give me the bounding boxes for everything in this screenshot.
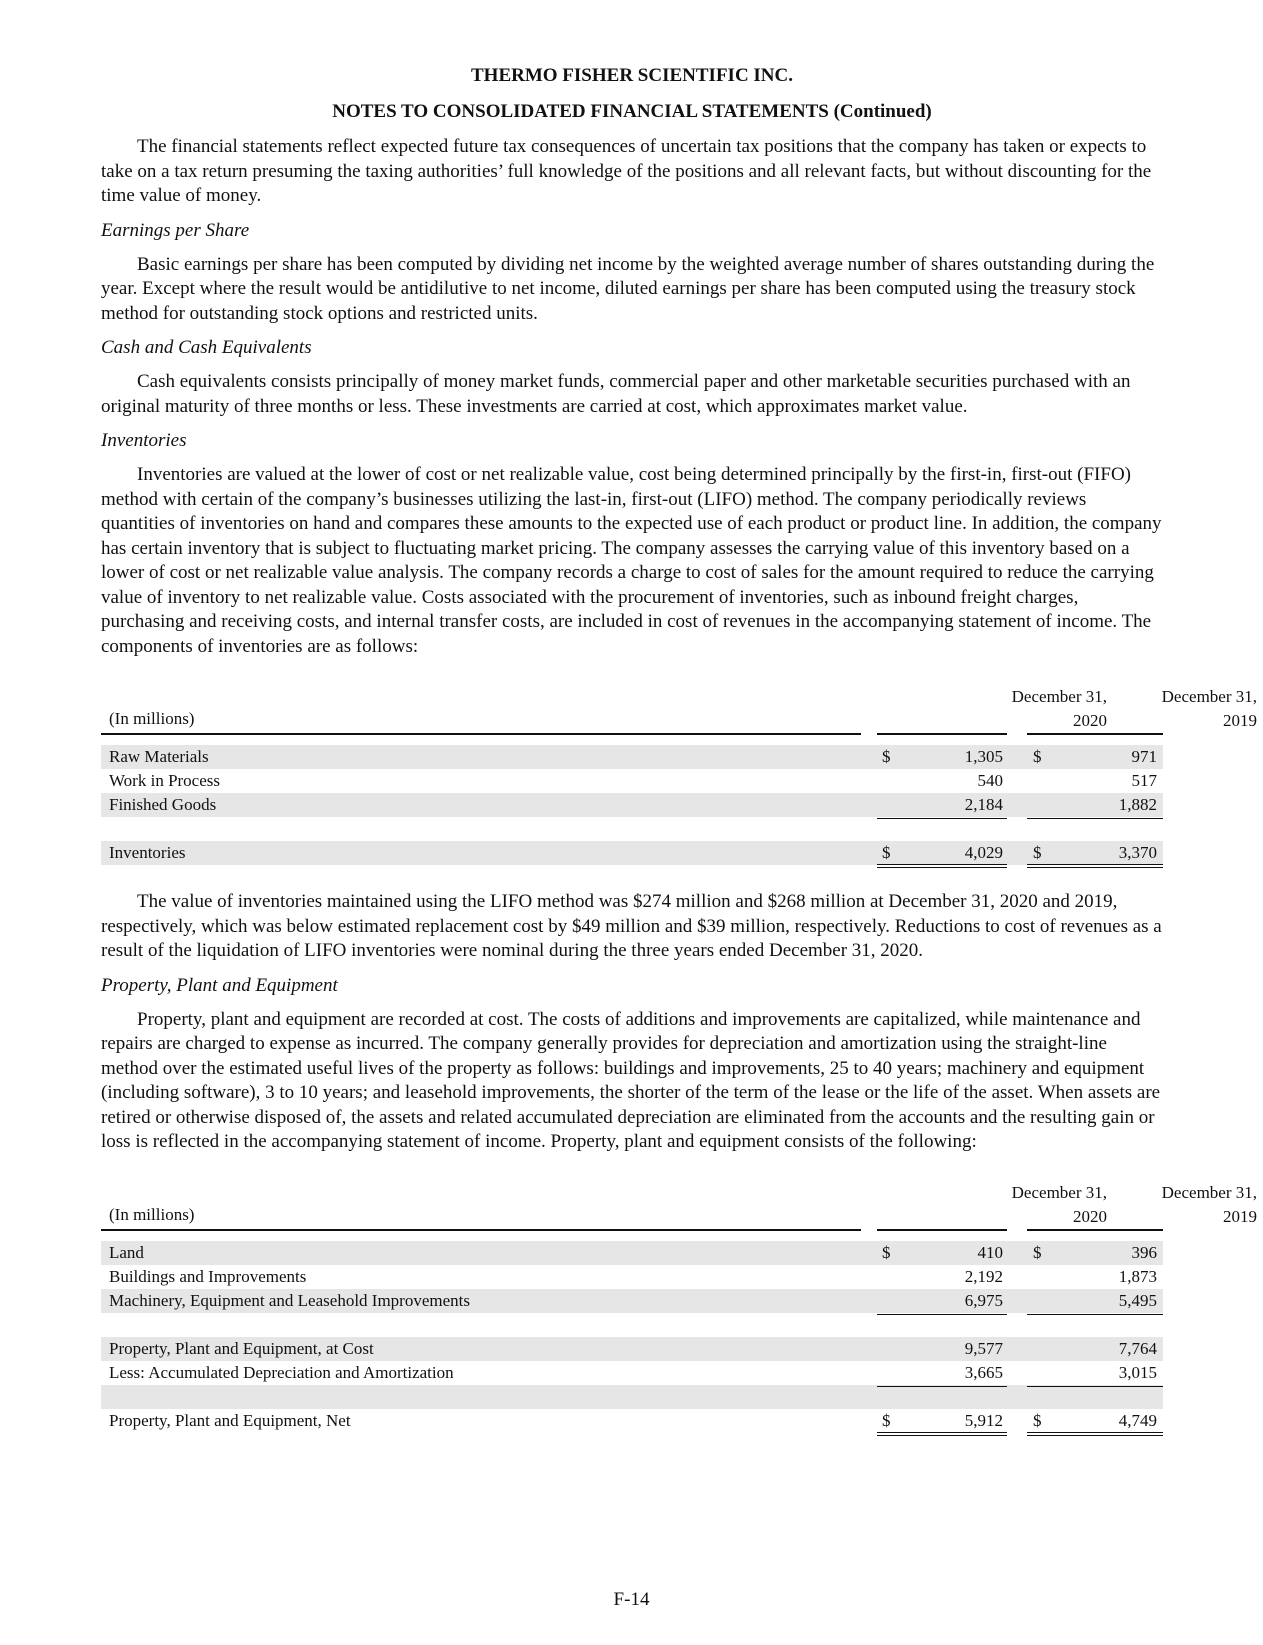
currency-symbol: $ — [1033, 1410, 1042, 1430]
total-double-rule-2019 — [1027, 864, 1163, 868]
subtotal-rule-2019 — [1027, 818, 1163, 819]
header-rule — [101, 733, 861, 735]
subtotal-rule-2020 — [877, 818, 1007, 819]
page-number: F-14 — [613, 1589, 650, 1610]
inventories-heading: Inventories — [101, 430, 187, 451]
notes-title: NOTES TO CONSOLIDATED FINANCIAL STATEMENTS (Continued) — [332, 101, 932, 122]
col-2019-year: 2019 — [1223, 711, 1257, 730]
col-2020-year: 2020 — [1073, 711, 1107, 730]
row-band — [101, 745, 1163, 769]
col-2020-date: December 31, — [1011, 1182, 1107, 1202]
subtotal-2019: 7,764 — [1118, 1338, 1157, 1358]
tax-paragraph: The financial statements reflect expected future tax consequences of uncertain tax positions that the company has taken or expects to take on a tax return presuming the taxing authorities’ full knowledge of the positions and all relevant facts, but without discounting for the time value of money. — [101, 136, 1152, 206]
currency-symbol: $ — [1033, 843, 1042, 862]
currency-symbol: $ — [1033, 747, 1042, 766]
row-band — [101, 793, 1163, 817]
header-rule-2020 — [877, 733, 1007, 735]
total-label: Inventories — [109, 843, 186, 862]
value-2019: 1,882 — [1118, 795, 1157, 814]
eps-heading: Earnings per Share — [101, 219, 250, 241]
net-double-rule-2019 — [1027, 1432, 1163, 1436]
less-label: Less: Accumulated Depreciation and Amortization — [109, 1362, 454, 1382]
net-label: Property, Plant and Equipment, Net — [109, 1410, 351, 1430]
value-2019: 971 — [1131, 747, 1157, 766]
value-2020: 2,192 — [964, 1266, 1003, 1286]
value-2020: 410 — [977, 1242, 1003, 1262]
row-label: Land — [109, 1242, 144, 1262]
col-2019-year: 2019 — [1223, 1206, 1257, 1226]
lifo-paragraph: The value of inventories maintained using the LIFO method was $274 million and $268 million at December 31, 2020 and 2019, respectively, which was below estimated replacement cost by $49 million and $39 million, respectively. Reductions to cost of revenues as a result of the liquidation of LIFO inventories were nominal during the three years ended December 31, 2020. — [101, 891, 1162, 961]
cash-paragraph: Cash equivalents consists principally of money market funds, commercial paper and other marketable securities purchased with an original maturity of three months or less. These investments are carried at cost, which approximates market value. — [101, 371, 1131, 417]
col-2019-heading — [975, 1181, 1257, 1229]
currency-symbol: $ — [882, 1410, 891, 1430]
value-2020: 6,975 — [964, 1290, 1003, 1310]
value-2019: 5,495 — [1118, 1290, 1157, 1310]
unit-label: (In millions) — [109, 709, 195, 728]
value-2019: 517 — [1131, 771, 1157, 790]
less-2019: 3,015 — [1118, 1362, 1157, 1382]
document-page — [101, 0, 1257, 1449]
cash-heading: Cash and Cash Equivalents — [101, 337, 312, 358]
net-2020: 5,912 — [964, 1410, 1003, 1430]
subtotal-2020: 9,577 — [964, 1338, 1003, 1358]
eps-paragraph: Basic earnings per share has been computed by dividing net income by the weighted average number of shares outstanding during the year. Except where the result would be antidilutive to net income, diluted earnings per share has been computed using the treasury stock method for outstanding stock options and restricted units. — [101, 253, 1155, 324]
currency-symbol: $ — [1033, 1242, 1042, 1262]
company-name: THERMO FISHER SCIENTIFIC INC. — [471, 65, 793, 86]
row-label: Buildings and Improvements — [109, 1266, 307, 1286]
col-2020-date: December 31, — [1011, 687, 1107, 706]
ppe-heading: Property, Plant and Equipment — [101, 974, 338, 996]
subtotal-rule-2020 — [877, 1314, 1007, 1315]
row-label: Raw Materials — [109, 747, 209, 766]
header-rule-2019 — [1027, 1229, 1163, 1231]
currency-symbol: $ — [882, 843, 891, 862]
header-rule-2019 — [1027, 733, 1163, 735]
total-2020: 4,029 — [964, 843, 1003, 862]
ppe-paragraph: Property, plant and equipment are recorded at cost. The costs of additions and improvements are capitalized, while maintenance and repairs are charged to expense as incurred. The company generally provides for depreciation and amortization using the straight-line method over the estimated useful lives of the property as follows: buildings and improvements, 25 to 40 years; machinery and equipment (including software), 3 to 10 years; and leasehold improvements, the shorter of the term of the lease or the life of the asset. When assets are retired or otherwise disposed of, the assets and related accumulated depreciation are eliminated from the accounts and the resulting gain or loss is reflected in the accompanying statement of income. Property, plant and equipment consists of the following: — [101, 1008, 1161, 1152]
row-band — [101, 1241, 1163, 1265]
total-2019: 3,370 — [1118, 843, 1157, 862]
value-2020: 2,184 — [964, 795, 1003, 814]
value-2020: 1,305 — [964, 747, 1003, 766]
net-2019: 4,749 — [1118, 1410, 1157, 1430]
col-2019-date: December 31, — [1161, 1182, 1257, 1202]
row-band — [101, 841, 1163, 865]
less-2020: 3,665 — [964, 1362, 1003, 1382]
less-rule-2019 — [1027, 1386, 1163, 1387]
header-rule — [101, 1229, 861, 1231]
header-rule-2020 — [877, 1229, 1007, 1231]
row-label: Finished Goods — [109, 795, 217, 814]
value-2020: 540 — [977, 771, 1003, 790]
col-2020-year: 2020 — [1073, 1206, 1107, 1226]
row-label: Work in Process — [109, 771, 221, 790]
value-2019: 396 — [1131, 1242, 1157, 1262]
row-band — [101, 1385, 1163, 1409]
total-double-rule-2020 — [877, 864, 1007, 868]
inventories-paragraph: Inventories are valued at the lower of cost or net realizable value, cost being determined principally by the first-in, first-out (FIFO) method with certain of the company’s businesses utilizing the last-in, first-out (LIFO) method. The company periodically reviews quantities of inventories on hand and compares these amounts to the expected use of each product or product line. In addition, the company has certain inventory that is subject to fluctuating market pricing. The company assesses the carrying value of this inventory based on a lower of cost or net realizable value analysis. The company records a charge to cost of sales for the amount required to reduce the carrying value of inventory to net realizable value. Costs associated with the procurement of inventories, such as inbound freight charges, purchasing and receiving costs, and internal transfer costs, are included in cost of revenues in the accompanying statement of income. The components of inventories are as follows: — [101, 464, 1162, 657]
less-rule-2020 — [877, 1386, 1007, 1387]
inventories-table — [101, 663, 1257, 871]
col-2019-date: December 31, — [1161, 687, 1257, 706]
currency-symbol: $ — [882, 747, 891, 766]
unit-label: (In millions) — [109, 1204, 195, 1224]
value-2019: 1,873 — [1118, 1266, 1157, 1286]
row-label: Machinery, Equipment and Leasehold Improvements — [109, 1290, 470, 1310]
col-2019-heading — [975, 685, 1257, 733]
subtotal-rule-2019 — [1027, 1314, 1163, 1315]
ppe-table — [101, 1159, 1257, 1449]
currency-symbol: $ — [882, 1242, 891, 1262]
net-double-rule-2020 — [877, 1432, 1007, 1436]
subtotal-label: Property, Plant and Equipment, at Cost — [109, 1338, 374, 1358]
